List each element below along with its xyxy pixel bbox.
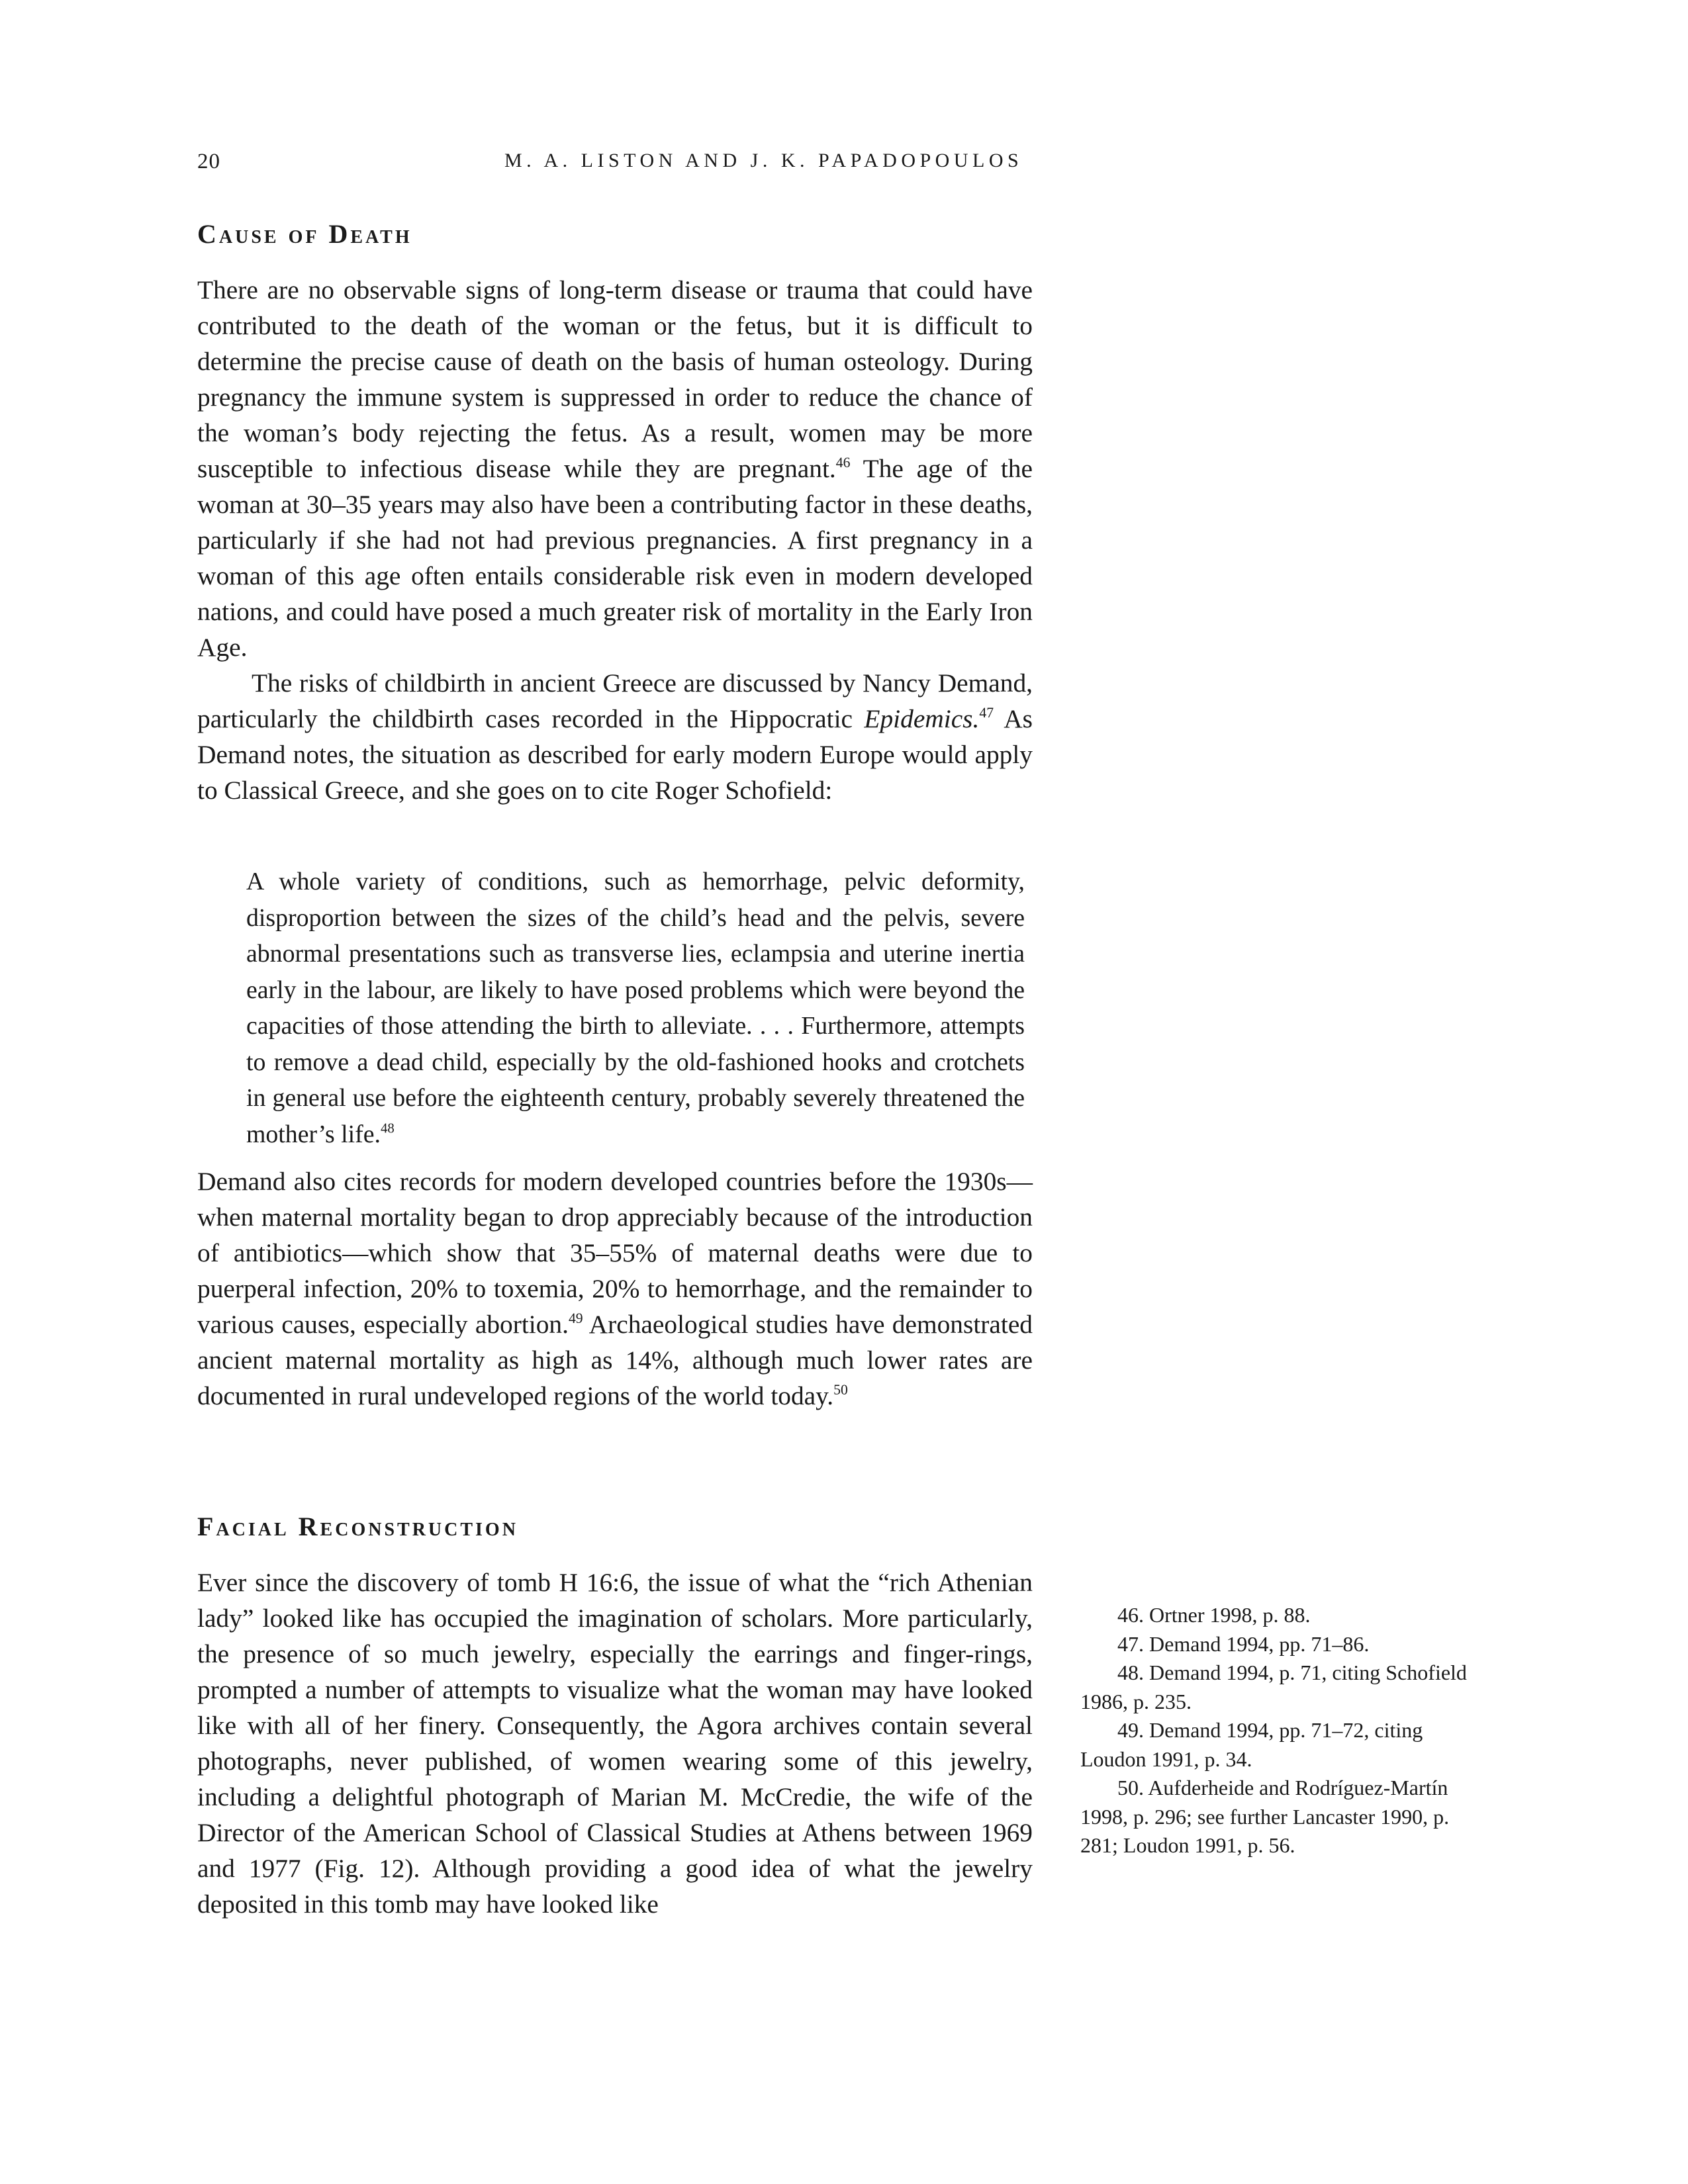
footnote-50: 50. Aufderheide and Rodríguez-Martín 1998, p. 296; see further Lancaster 1990, p. 281; Loudon 1991, p. 56. xyxy=(1080,1776,1450,1857)
section-heading-facial-reconstruction: Facial Reconstruction xyxy=(197,1512,518,1541)
paragraph-text: The age of the woman at 30–35 years may also have been a contributing factor in these deaths, particularly if she had not had previous pregnancies. A first pregnancy in a woman of this age often entails considerable risk even in modern developed nations, and could have posed a much greater risk of mortality in the Early Iron Age. xyxy=(197,454,1033,662)
running-head: M. A. LISTON AND J. K. PAPADOPOULOS xyxy=(504,150,1023,171)
footnotes xyxy=(1080,1601,1474,1860)
block-quote-schofield xyxy=(246,864,1025,1152)
section-heading-cause-of-death: Cause of Death xyxy=(197,219,412,249)
footnote-46: 46. Ortner 1998, p. 88. xyxy=(1117,1603,1311,1627)
footnote-ref-48: 48 xyxy=(380,1120,395,1136)
footnote-48: 48. Demand 1994, p. 71, citing Schofield 1986, p. 235. xyxy=(1080,1661,1467,1713)
paragraph-text: Archaeological studies have demonstrated ancient maternal mortality as high as 14%, although much lower rates are documented in rural undeveloped regions of the world today. xyxy=(197,1310,1033,1410)
paragraph-cause-3 xyxy=(197,1163,1033,1414)
footnote-ref-49: 49 xyxy=(568,1310,583,1326)
footnote-ref-50: 50 xyxy=(833,1381,848,1398)
paragraph-text: There are no observable signs of long-term disease or trauma that could have contributed to the death of the woman or the fetus, but it is difficult to determine the precise cause of death on the basis of human osteology. During pregnancy the immune system is suppressed in order to reduce the chance of the woman’s body rejecting the fetus. As a result, women may be more susceptible to infectious disease while they are pregnant. xyxy=(197,275,1033,483)
italic-title-epidemics: Epidemics. xyxy=(864,704,980,733)
quote-text: A whole variety of conditions, such as hemorrhage, pelvic deformity, disproportion between the sizes of the child’s head and the pelvis, severe abnormal presentations such as transverse lies, eclampsia and uterine inertia early in the labour, are likely to have posed problems which were beyond the capacities of those attending the birth to alleviate. . . . Furthermore, attempts to remove a dead child, especially by the old-fashioned hooks and crotchets in general use before the eighteenth century, probably severely threatened the mother’s life. xyxy=(246,868,1025,1148)
paragraph-cause-2 xyxy=(197,665,1033,808)
footnote-49: 49. Demand 1994, pp. 71–72, citing Loudon 1991, p. 34. xyxy=(1080,1718,1423,1771)
paragraph-text: Demand also cites records for modern developed countries before the 1930s—when maternal mortality began to drop appreciably because of the introduction of antibiotics—which show that 35–55% of maternal deaths were due to puerperal infection, 20% to toxemia, 20% to hemorrhage, and the remainder to various causes, especially abortion. xyxy=(197,1167,1033,1339)
page-number: 20 xyxy=(197,150,220,173)
footnote-47: 47. Demand 1994, pp. 71–86. xyxy=(1117,1631,1370,1656)
paragraph-text: As Demand notes, the situation as described for early modern Europe would apply to Classical Greece, and she goes on to cite Roger Schofield: xyxy=(197,704,1033,805)
paragraph-facial-1: Ever since the discovery of tomb H 16:6, the issue of what the “rich Athenian lady” looked like has occupied the imagination of scholars. More particularly, the presence of so much jewelry, especially the earrings and finger-rings, prompted a number of attempts to visualize what the woman may have looked like with all of her finery. Consequently, the Agora archives contain several photographs, never published, of women wearing some of this jewelry, including a delightful photograph of Marian M. McCredie, the wife of the Director of the American School of Classical Studies at Athens between 1969 and 1977 (Fig. 12). Although providing a good idea of what the jewelry deposited in this tomb may have looked like xyxy=(197,1568,1033,1919)
footnote-ref-47: 47 xyxy=(979,704,994,721)
paragraph-text: The risks of childbirth in ancient Greece are discussed by Nancy Demand, particularly the childbirth cases recorded in the Hippocratic xyxy=(197,668,1033,733)
paragraph-cause-1 xyxy=(197,272,1033,665)
footnote-ref-46: 46 xyxy=(835,454,851,471)
